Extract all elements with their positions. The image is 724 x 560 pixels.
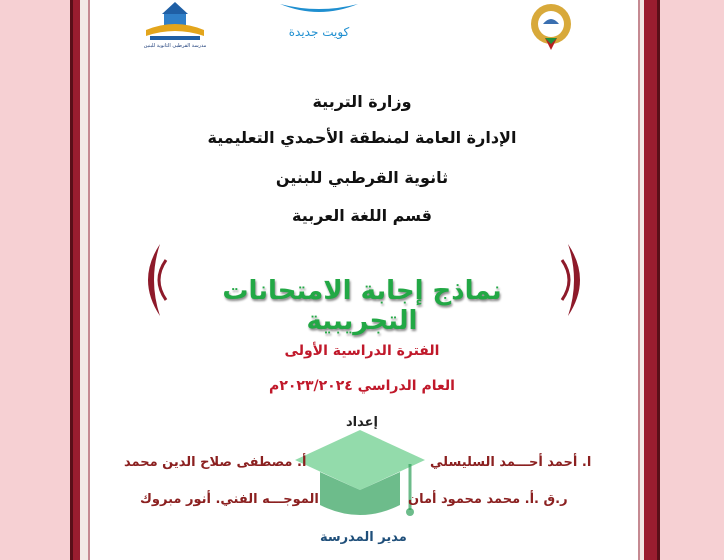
- left-ornament-icon: [130, 240, 170, 320]
- supervisor-name: الموجـــه الفني. أنور مبروك: [140, 492, 319, 507]
- principal-label: مدير المدرسة: [320, 530, 407, 545]
- year-subtitle: العام الدراسي ٢٠٢٣/٢٠٢٤م: [269, 378, 455, 394]
- teacher-name-1: ا. أحمد أحـــمد السليسلي: [430, 455, 592, 470]
- ministry-heading: وزارة التربية: [312, 92, 412, 111]
- kuwait-emblem-icon: [525, 0, 577, 52]
- school-logo-caption: مدرسة القرطبي الثانوية للبنين: [143, 43, 207, 48]
- district-heading: الإدارة العامة لمنطقة الأحمدي التعليمية: [207, 128, 517, 147]
- kuwait-logo: [276, 0, 362, 44]
- prepared-by-label: إعداد: [346, 415, 378, 430]
- department-heading: قسم اللغة العربية: [292, 206, 432, 225]
- document-title: نماذج إجابة الامتحانات التجريبية: [222, 276, 502, 336]
- term-subtitle: الفترة الدراسية الأولى: [284, 343, 440, 359]
- kuwait-logo-text: كويت جديدة: [288, 25, 350, 39]
- school-logo: [140, 0, 210, 48]
- teacher-name-2: أ. مصطفى صلاح الدين محمد: [124, 455, 307, 470]
- school-heading: ثانوية القرطبي للبنين: [275, 168, 449, 187]
- right-ornament-icon: [558, 240, 598, 320]
- department-head-name: ر.ق .أ. محمد محمود أمان: [408, 492, 568, 507]
